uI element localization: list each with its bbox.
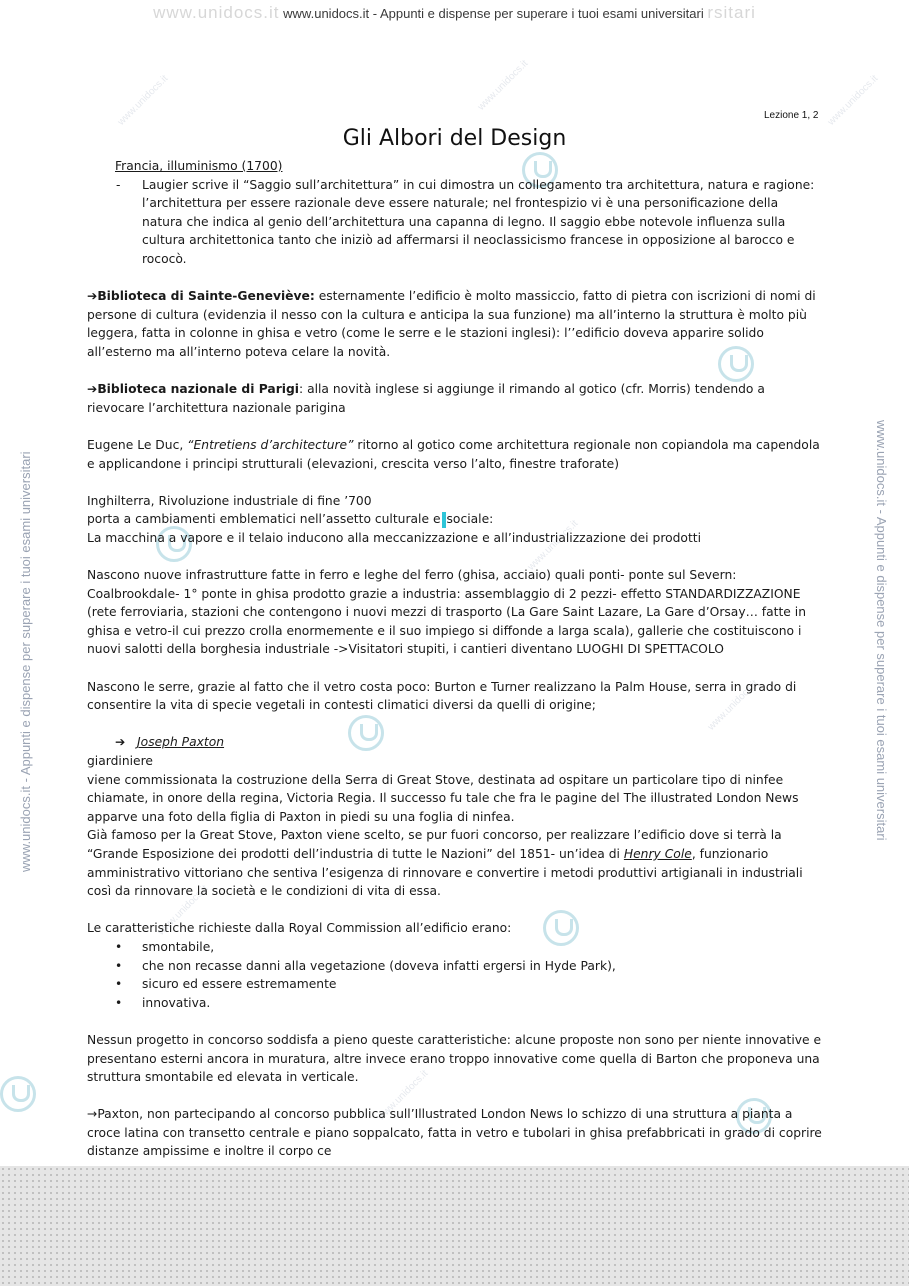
arrow-icon: ➔: [87, 382, 98, 397]
diagonal-watermark: www.unidocs.it: [705, 678, 761, 733]
diagonal-watermark: www.unidocs.it: [155, 883, 211, 938]
diagonal-watermark: www.unidocs.it: [115, 73, 171, 128]
diagonal-watermark: www.unidocs.it: [525, 518, 581, 573]
list-item: • innovativa.: [87, 994, 822, 1013]
top-watermark: [0, 3, 909, 23]
document-title: Gli Albori del Design: [342, 126, 567, 151]
paragraph-biblioteca-parigi: ➔Biblioteca nazionale di Parigi: alla novità inglese si aggiunge il rimando al gotico (cfr. Morris) tendendo a rievocare l’architettura nazionale parigina: [87, 382, 765, 415]
paragraph-infrastrutture: Nascono nuove infrastrutture fatte in ferro e leghe del ferro (ghisa, acciaio) quali ponti- ponte sul Severn: Coalbrookdale- 1° ponte in ghisa prodotto grazie a industria: assemblaggio di 2 pezzi- effetto STANDARDIZZAZIONE (rete ferroviaria, stazioni che contengono i nuovi mezzi di trasporto (La Gare Saint Lazare, La Gare d’Orsay… fatte in ghisa e vetro-il cui prezzo crolla enormemente e il suo impiego si diffonde a larga scala), gallerie che costituiscono i nuovi salotti della borghesia industriale ->Visitatori stupiti, i cantieri diventano LUOGHI DI SPETTACOLO: [87, 568, 806, 657]
paragraph-cambiamenti: porta a cambiamenti emblematici nell’assetto culturale e sociale:: [87, 512, 494, 527]
list-item: • smontabile,: [87, 938, 822, 957]
paragraph-giardiniere: giardiniere: [87, 754, 153, 768]
heading-paxton: ➔ Joseph Paxton: [115, 735, 225, 750]
diagonal-watermark: www.unidocs.it: [825, 73, 881, 128]
watermark-main: www.unidocs.it - Appunti e dispense per superare i tuoi esami universitari: [283, 6, 704, 21]
paragraph-laugier: - Laugier scrive il “Saggio sull’architettura” in cui dimostra un collegamento tra architettura, natura e ragione: l’architettura per essere razionale deve essere naturale; nel frontespizio vi è una personificazione della natura che indica al genio dell’architettura una capanna di legno. Il saggio ebbe notevole influenza sulla cultura architettonica tanto che iniziò ad affermarsi il neoclassicismo francese in opposizione al barocco e rococò.: [116, 177, 815, 266]
paragraph-serra: viene commissionata la costruzione della Serra di Great Stove, destinata ad ospitare un particolare tipo di ninfee chiamate, in onore della regina, Victoria Regia. Il successo fu tale che fra le pagine del The illustrated London News apparve una foto della figlia di Paxton in piedi su una foglia di ninfea.: [87, 772, 799, 824]
text-cursor: [442, 512, 446, 528]
paragraph-inghilterra: Inghilterra, Rivoluzione industriale di fine ’700: [87, 493, 372, 508]
arrow-icon: ➔: [115, 735, 126, 750]
diagonal-watermark: www.unidocs.it: [375, 1068, 431, 1123]
paragraph-sainte-genevieve: ➔Biblioteca di Sainte-Geneviève: esternamente l’edificio è molto massiccio, fatto di pietra con iscrizioni di nomi di persone di cultura (evidenzia il nesso con la cultura e anticipa la sua funzione) ma all’interno la struttura è molto più leggera, fatta in colonne in ghisa e vetro (come le serre e le stazioni inglesi): l’’edificio doveva apparire solido all’esterno ma all’interno poteva celare la novità.: [87, 289, 816, 359]
paragraph-paxton-concorso: →Paxton, non partecipando al concorso pubblica sull’Illustrated London News lo schizzo di una struttura a pianta a croce latina con transetto centrale e piano soppalcato, fatta in vetro e tubolari in ghisa prefabbricati in grado di coprire distanze ampissime e inoltre il corpo ce: [87, 1107, 822, 1159]
arrow-icon: →: [87, 1107, 98, 1122]
page-fade-overlay: [0, 1166, 909, 1286]
list-item: • che non recasse danni alla vegetazione (doveva infatti ergersi in Hyde Park),: [87, 957, 822, 976]
side-watermark-right: www.unidocs.it - Appunti e dispense per superare i tuoi esami universitari: [874, 420, 889, 841]
watermark-logo-icon: [0, 1076, 36, 1112]
section-heading-francia: Francia, illuminismo (1700): [115, 159, 283, 173]
paragraph-macchina: La macchina a vapore e il telaio inducono alla meccanizzazione e all’industrializzazione dei prodotti: [87, 530, 702, 545]
diagonal-watermark: www.unidocs.it: [475, 58, 531, 113]
paragraph-esposizione: Già famoso per la Great Stove, Paxton viene scelto, se pur fuori concorso, per realizzare l’edificio dove si terrà la “Grande Esposizione dei prodotti dell’industria di tutte le Nazioni” del 1851- un’idea di Henry Cole, funzionario amministrativo vittoriano che sentiva l’esigenza di rinnovare e convertire i metodi produttivi artigianali in industriali così da rinnovare la società e le condizioni di vita di essa.: [87, 828, 803, 899]
paragraph-nessun-progetto: Nessun progetto in concorso soddisfa a pieno queste caratteristiche: alcune proposte non sono per niente innovative e presentano esterni ancora in muratura, altre invece erano troppo innovative come quella di Barton che proponeva una struttura smontabile ed elevata in verticale.: [87, 1032, 822, 1085]
paragraph-le-duc: Eugene Le Duc, “Entretiens d’architecture” ritorno al gotico come architettura regionale non copiandola ma capendola e applicandone i principi strutturali (elevazioni, crescita verso l’alto, finestre traforate): [87, 437, 820, 471]
arrow-icon: ➔: [87, 289, 98, 304]
watermark-ghost-left: www.unidocs.it: [153, 3, 280, 22]
watermark-ghost-right: rsitari: [707, 3, 756, 22]
list-item: • sicuro ed essere estremamente: [87, 975, 822, 994]
requirements-list: [87, 938, 822, 1012]
link-henry-cole[interactable]: Henry Cole: [623, 846, 692, 861]
lesson-label: Lezione 1, 2: [764, 110, 819, 121]
side-watermark-left: www.unidocs.it - Appunti e dispense per superare i tuoi esami universitari: [18, 451, 33, 872]
paragraph-royal-commission: Le caratteristiche richieste dalla Royal Commission all’edificio erano:: [87, 921, 512, 936]
paragraph-serre: Nascono le serre, grazie al fatto che il vetro costa poco: Burton e Turner realizzano la Palm House, serra in grado di consentire la vita di specie vegetali in contesti climatici diversi da quelli di origine;: [87, 679, 797, 713]
document-body: [87, 157, 822, 1161]
